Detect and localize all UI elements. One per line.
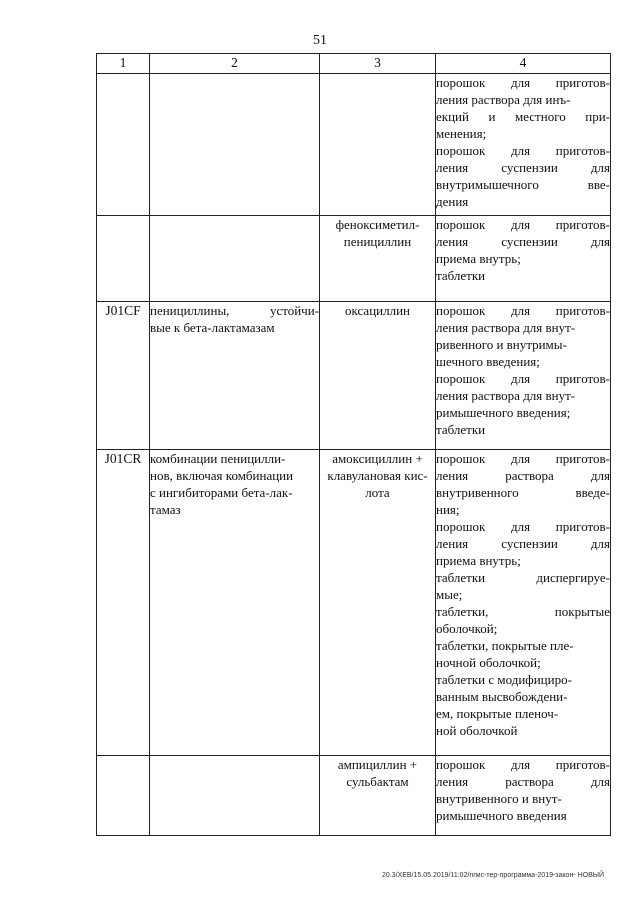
text-line: ривенного и внутримы- [436,337,567,352]
text-line: ления раствора для внут- [436,320,576,335]
word: ления [436,468,469,483]
word: приготов- [555,371,610,386]
text-line: клавулановая кис- [327,468,428,483]
column-header-4: 4 [436,54,611,74]
text-line: вые к бета-лактамазам [150,320,275,335]
atc-code-cell: J01CF [97,302,150,450]
table-row [97,216,611,302]
word: для [510,143,531,158]
word: суспензии [501,536,558,551]
word: порошок [436,451,486,466]
word: порошок [436,757,486,772]
text-line: мые; [436,587,463,602]
word: приготов- [555,757,610,772]
word: введе- [575,485,610,500]
text-line [436,302,610,319]
text-line: ночной оболочкой; [436,655,541,670]
pharmacological-group-cell [150,450,320,756]
word: диспергируе- [536,570,610,585]
text-line [436,535,610,552]
text-line: таблетки [436,268,486,283]
text-line [436,569,610,586]
word: для [510,451,531,466]
dosage-forms-cell [436,450,611,756]
text-line: римышечного введения; [436,405,571,420]
text-line: тамаз [150,502,181,517]
word: приготов- [555,75,610,90]
text-line [436,370,610,387]
pharmacological-group-cell [150,74,320,216]
text-line [436,74,610,91]
word: и [488,109,496,124]
column-header-1: 1 [97,54,150,74]
word: для [590,468,610,483]
text-line: приема внутрь; [436,251,521,266]
atc-code-cell [97,216,150,302]
text-line [436,216,610,233]
word: для [510,75,531,90]
text-line [436,450,610,467]
word: для [510,757,531,772]
table-header-row [97,54,611,74]
word: ления [436,774,469,789]
medicine-name-cell [320,756,436,836]
word: покрытые [554,604,610,619]
text-line [436,159,610,176]
text-line: приема внутрь; [436,553,521,568]
column-header-2: 2 [150,54,320,74]
text-line [436,603,610,620]
text-line: внутривенного и внут- [436,791,562,806]
word: для [510,371,531,386]
word: для [590,774,610,789]
word: для [590,160,610,175]
text-line: таблетки с модифициро- [436,672,572,687]
table-row [97,74,611,216]
word: для [510,217,531,232]
text-line [436,233,610,250]
text-line [436,484,610,501]
text-line [436,518,610,535]
text-line: пенициллин [343,234,412,249]
text-line: сульбактам [346,774,409,789]
atc-code-cell [97,74,150,216]
atc-code-cell [97,756,150,836]
text-line: нов, включая комбинации [150,468,294,483]
text-line: ния; [436,502,460,517]
text-line: таблетки [436,422,486,437]
text-line [436,176,610,193]
word: при- [585,109,610,124]
dosage-forms-cell [436,216,611,302]
pharmacological-group-cell [150,756,320,836]
text-line: лота [365,485,390,500]
document-footer-id: 20.3/ХЕВ/15.05.2019/11:02/пгмс-тер-программа-2019-закон- НОВЫЙ [381,872,604,879]
word: ления [436,160,469,175]
text-line: ления раствора для внут- [436,388,576,403]
column-header-3: 3 [320,54,436,74]
medicines-table [96,53,611,836]
dosage-forms-cell [436,302,611,450]
word: для [510,519,531,534]
text-line: комбинации пеницилли- [150,451,286,466]
word: таблетки, [436,604,489,619]
word: раствора [505,774,554,789]
word: внутримышечного [436,177,539,192]
word: суспензии [501,234,558,249]
text-line: ной оболочкой [436,723,518,738]
word: местного [514,109,566,124]
text-line: оболочкой; [436,621,498,636]
word: для [590,234,610,249]
pharmacological-group-cell [150,302,320,450]
word: порошок [436,303,486,318]
text-line: менения; [436,126,487,141]
text-line: таблетки, покрытые пле- [436,638,574,653]
text-line [436,467,610,484]
word: вве- [587,177,610,192]
text-line: дения [436,194,469,209]
pharmacological-group-cell [150,216,320,302]
word: порошок [436,143,486,158]
table-body [97,74,611,836]
text-line: ванным высвобождени- [436,689,568,704]
word: устойчи- [269,303,319,318]
text-line: амоксициллин + [332,451,423,466]
text-line: феноксиметил- [335,217,420,232]
word: раствора [505,468,554,483]
text-line [436,108,610,125]
table-row [97,450,611,756]
word: внутривенного [436,485,519,500]
word: порошок [436,519,486,534]
word: порошок [436,75,486,90]
text-line: с ингибиторами бета-лак- [150,485,293,500]
word: приготов- [555,451,610,466]
word: ления [436,234,469,249]
dosage-forms-cell [436,756,611,836]
atc-code-cell: J01CR [97,450,150,756]
word: приготов- [555,519,610,534]
text-line [436,142,610,159]
word: приготов- [555,143,610,158]
table-row [97,302,611,450]
word: для [510,303,531,318]
word: ления [436,536,469,551]
word: екций [436,109,469,124]
text-line: ем, покрытые пленоч- [436,706,559,721]
dosage-forms-cell [436,74,611,216]
word: пенициллины, [150,303,230,318]
medicine-name-cell [320,216,436,302]
word: порошок [436,217,486,232]
word: суспензии [501,160,558,175]
text-line [436,773,610,790]
text-line: римышечного введения [436,808,567,823]
text-line: ампициллин + [337,757,418,772]
text-line: ления раствора для инъ- [436,92,571,107]
word: порошок [436,371,486,386]
word: для [590,536,610,551]
medicine-name-cell [320,450,436,756]
table-row [97,756,611,836]
medicine-name-cell [320,302,436,450]
text-line [436,756,610,773]
word: таблетки [436,570,486,585]
text-line: оксациллин [345,303,410,318]
word: приготов- [555,217,610,232]
medicine-name-cell [320,74,436,216]
text-line: шечного введения; [436,354,540,369]
text-line [150,302,319,319]
word: приготов- [555,303,610,318]
page-number: 51 [313,33,327,48]
